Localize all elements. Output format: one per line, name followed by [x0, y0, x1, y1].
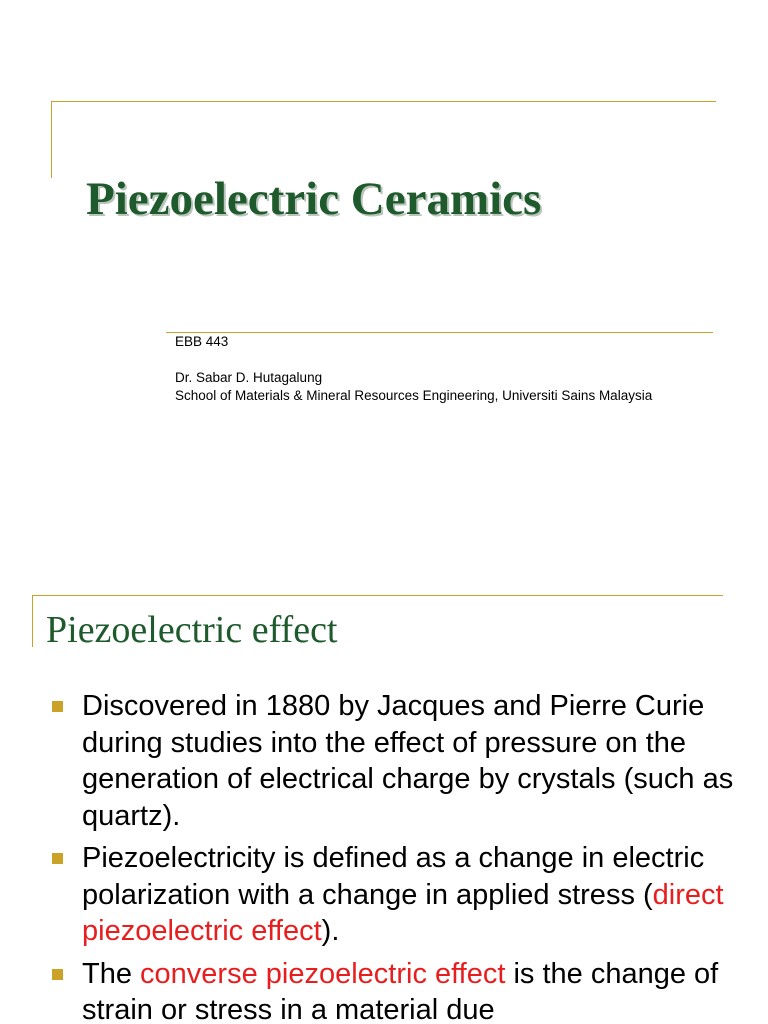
bullet-list [52, 688, 742, 1024]
left-rule [32, 595, 33, 647]
left-rule [51, 101, 52, 178]
bullet-text: Discovered in 1880 by Jacques and Pierre Curie during studies into the effect of pressure on the generation of electrical charge by crystals (such as quartz). [82, 690, 734, 832]
bullet-text: ). [321, 915, 340, 947]
author-name: Dr. Sabar D. Hutagalung [175, 370, 323, 385]
square-bullet-icon [52, 701, 63, 712]
slide-title: Piezoelectric Ceramics [86, 173, 542, 225]
bullet-text: Piezoelectricity is defined as a change in electric polarization with a change in applied stress ( [82, 842, 705, 911]
content-slide [0, 560, 768, 1024]
slide-heading: Piezoelectric effect [46, 609, 338, 651]
square-bullet-icon [52, 969, 63, 980]
top-rule [51, 101, 716, 102]
course-code: EBB 443 [175, 334, 229, 349]
top-rule [32, 595, 723, 596]
bullet-text: The [82, 957, 141, 990]
square-bullet-icon [52, 853, 63, 864]
highlighted-term: converse piezoelectric effect [140, 957, 506, 990]
bullet-item [52, 840, 742, 950]
bullet-item [52, 956, 742, 1024]
highlighted-term: direct piezoelectric effect [82, 878, 724, 947]
author-affiliation: School of Materials & Mineral Resources Engineering, Universiti Sains Malaysia [175, 388, 653, 403]
bullet-item [52, 688, 742, 834]
subtitle-rule [166, 332, 713, 333]
bullet-text: is the change of strain or stress in a material due [82, 957, 719, 1024]
